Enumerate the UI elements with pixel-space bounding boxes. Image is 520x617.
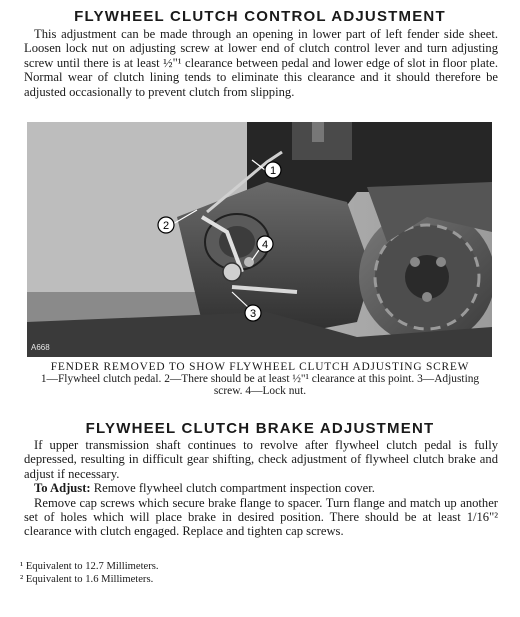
caption-legend: 1—Flywheel clutch pedal. 2—There should be at least ½"¹ clearance at this point. 3—Adjusting screw. 4—Lock nut. — [40, 373, 480, 398]
clutch-control-paragraph — [24, 27, 498, 99]
brake-paragraphs — [24, 438, 498, 539]
to-adjust-text: Remove flywheel clutch compartment inspection cover. — [90, 481, 375, 496]
section-heading-clutch-control: FLYWHEEL CLUTCH CONTROL ADJUSTMENT — [74, 8, 446, 25]
footnotes — [20, 561, 500, 586]
callout-2-label: 2 — [162, 220, 170, 232]
callout-4-label: 4 — [261, 239, 269, 251]
to-adjust-line — [24, 481, 498, 495]
footnote-2: ² Equivalent to 1.6 Millimeters. — [20, 573, 154, 585]
caption-title: FENDER REMOVED TO SHOW FLYWHEEL CLUTCH ADJUSTING SCREW — [50, 361, 470, 373]
section-heading-brake: FLYWHEEL CLUTCH BRAKE ADJUSTMENT — [85, 420, 435, 437]
brake-steps-text: Remove cap screws which secure brake flange to spacer. Turn flange and match up another set of holes which will place brake in desired position. There should be at least 1/16"² clearance with clutch engaged. Replace and tighten cap screws. — [24, 495, 498, 539]
callout-1-label: 1 — [269, 165, 277, 177]
clutch-photo-illustration — [27, 122, 492, 357]
to-adjust-label: To Adjust: — [34, 481, 91, 496]
callout-3-label: 3 — [249, 308, 257, 320]
footnote-1: ¹ Equivalent to 12.7 Millimeters. — [20, 561, 159, 572]
brake-intro-text: If upper transmission shaft continues to revolve after flywheel clutch pedal is fully depressed, resulting in difficult gear shifting, check adjustment of flywheel clutch brake and adjust if necessary. — [24, 438, 498, 481]
clutch-control-text: This adjustment can be made through an opening in lower part of left fender side sheet. Loosen lock nut on adjusting screw at lower end of clutch control lever and turn adjusting screw until there is at least ½"¹ clearance between pedal and lower edge of slot in floor plate. Normal wear of clutch lining tends to eliminate this clearance and it should therefore be adjusted occasionally to prevent clutch from slipping. — [24, 27, 498, 99]
clutch-photo — [27, 122, 492, 357]
figure-caption — [40, 361, 480, 398]
photo-code: A668 — [31, 343, 50, 352]
